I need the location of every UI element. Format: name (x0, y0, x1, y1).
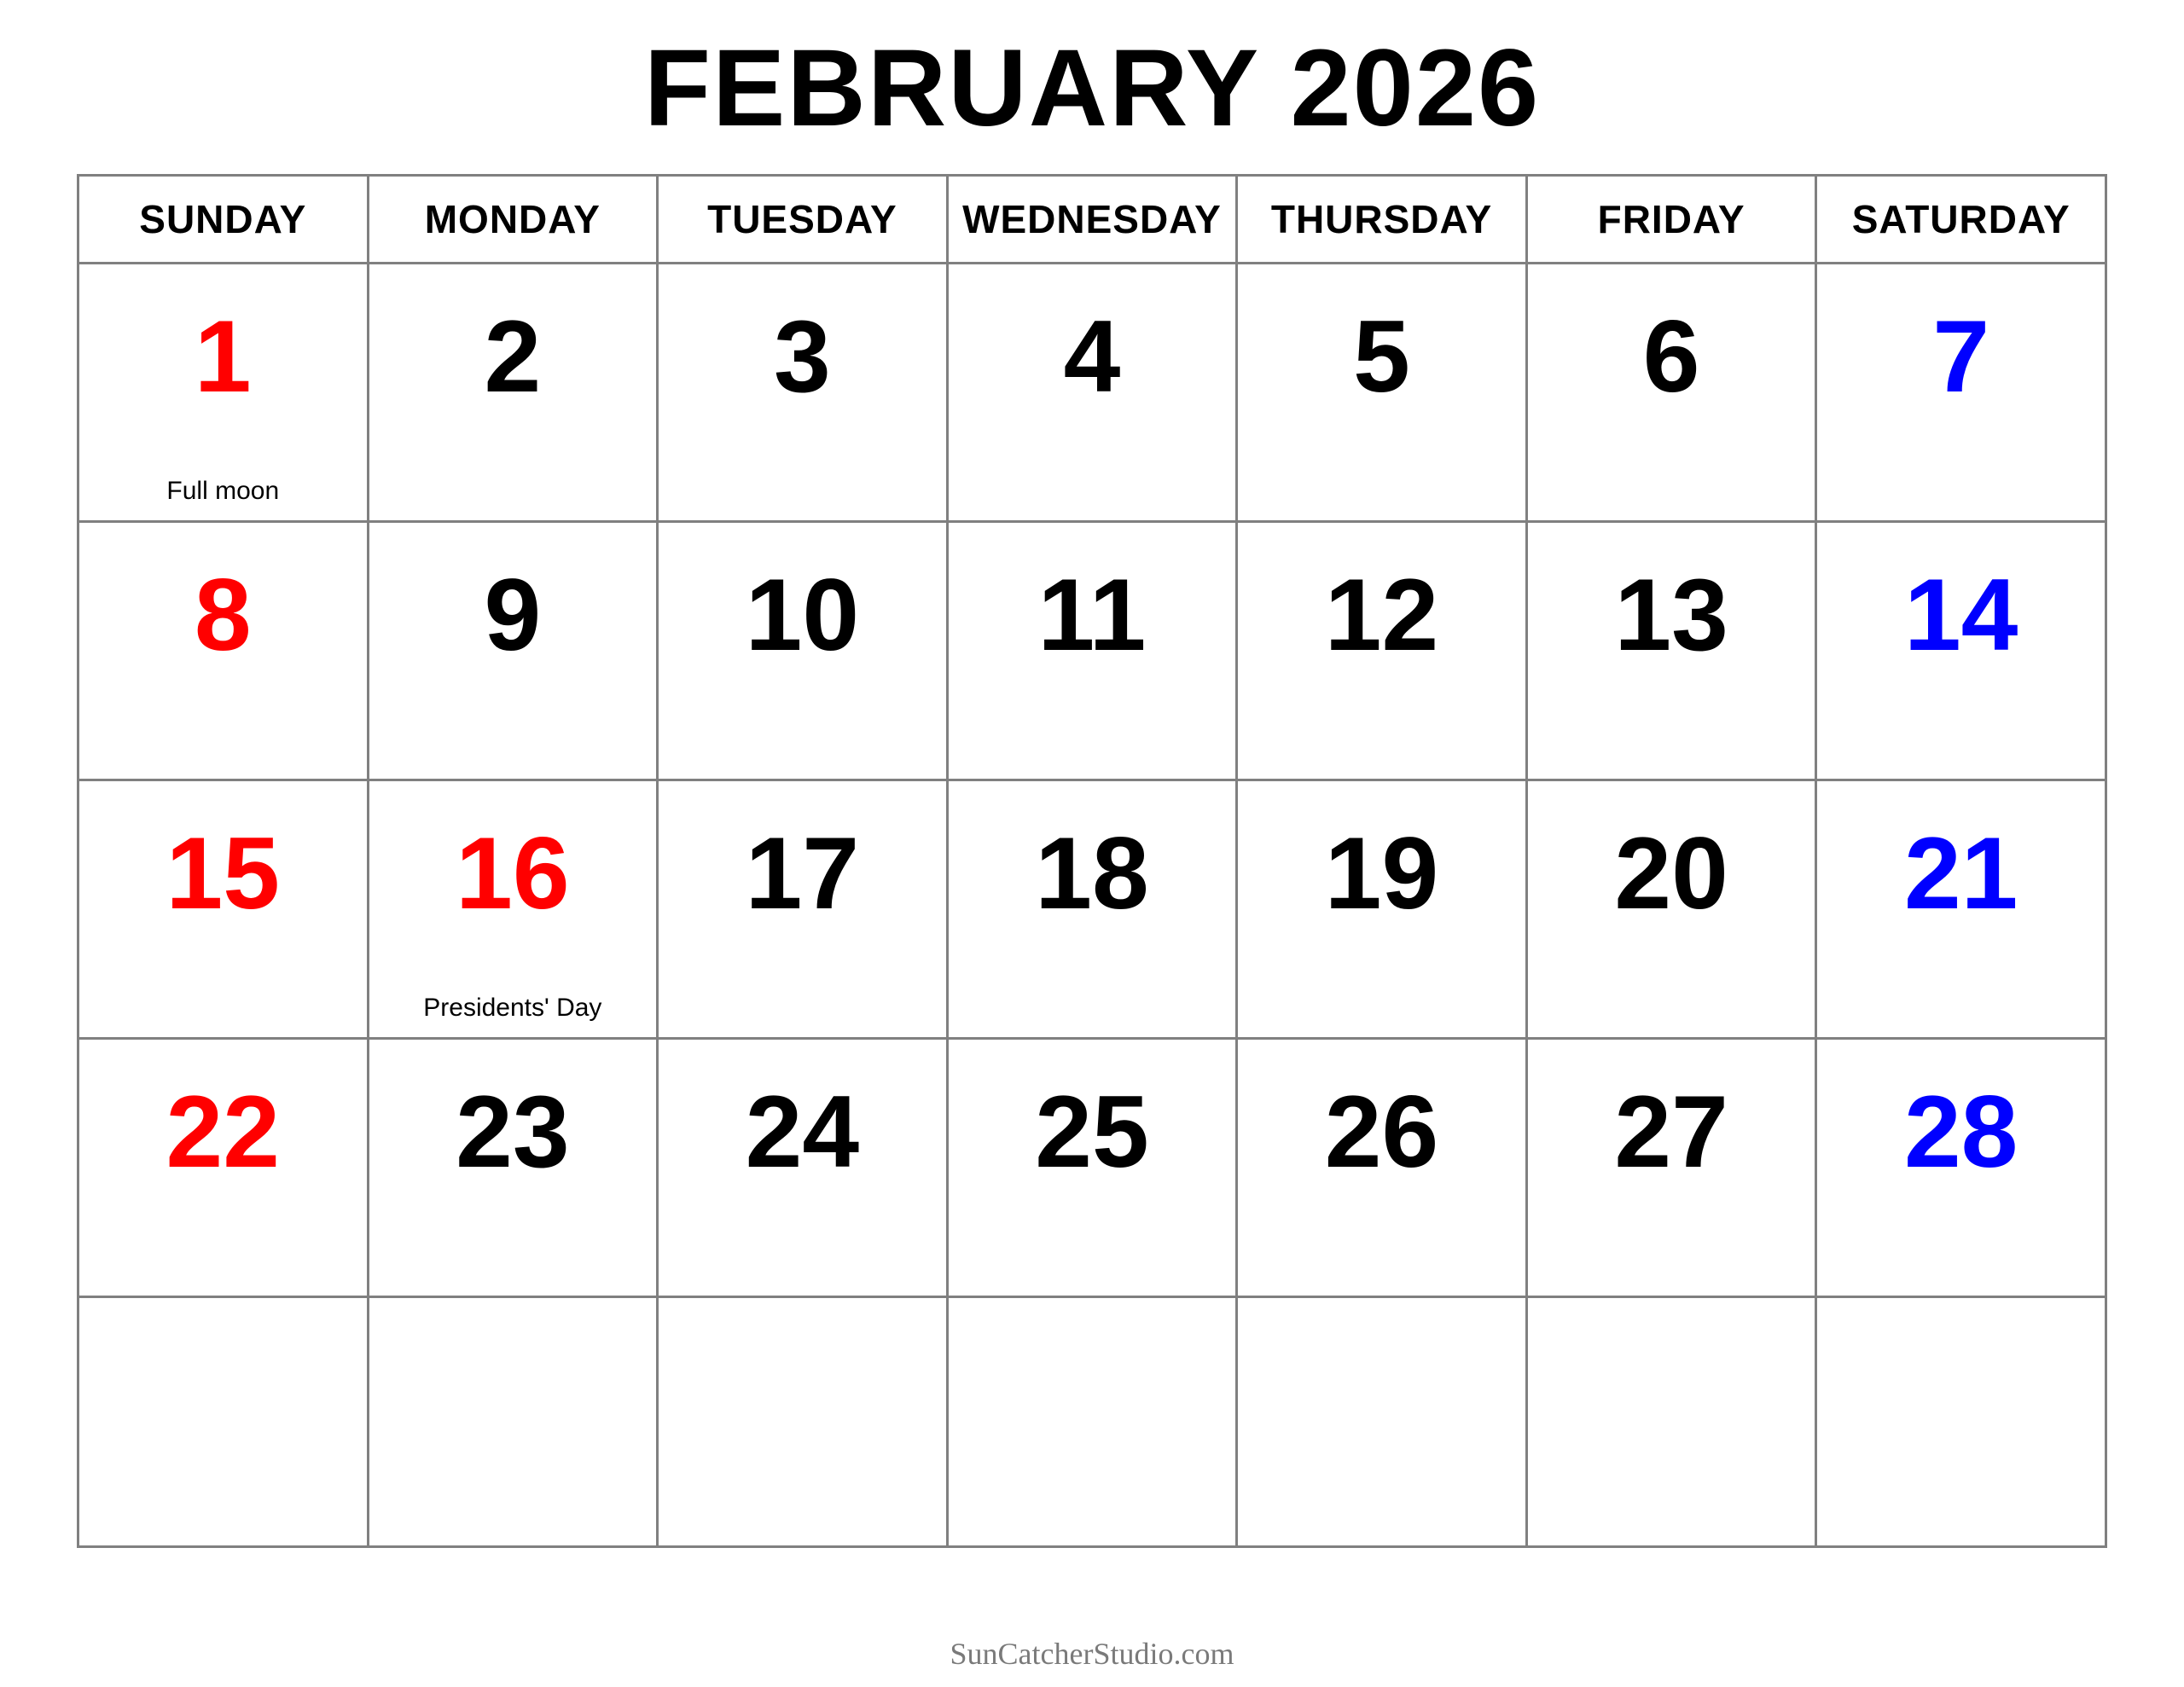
calendar-grid (77, 174, 2107, 1548)
day-cell[interactable] (1526, 780, 1816, 1039)
day-number: 6 (1642, 299, 1700, 414)
day-cell[interactable] (658, 264, 948, 522)
day-number: 23 (456, 1075, 570, 1189)
weekday-header-friday: FRIDAY (1526, 176, 1816, 264)
day-cell[interactable] (78, 1039, 369, 1297)
day-number: 12 (1324, 558, 1439, 672)
calendar-week-row (78, 1039, 2106, 1297)
calendar-week-row (78, 780, 2106, 1039)
day-cell[interactable] (368, 264, 658, 522)
day-cell[interactable] (368, 1039, 658, 1297)
day-number: 5 (1353, 299, 1410, 414)
day-number: 20 (1614, 816, 1728, 930)
day-cell[interactable] (1237, 1297, 1527, 1547)
day-cell[interactable] (1526, 264, 1816, 522)
day-number: 16 (456, 816, 570, 930)
day-cell[interactable] (1237, 780, 1527, 1039)
weekday-header-tuesday: TUESDAY (658, 176, 948, 264)
day-cell[interactable] (658, 1039, 948, 1297)
day-cell[interactable] (658, 1297, 948, 1547)
day-number (659, 1298, 946, 1339)
weekday-header-monday: MONDAY (368, 176, 658, 264)
day-number (369, 1298, 657, 1339)
day-cell[interactable] (368, 522, 658, 780)
page-title: FEBRUARY 2026 (643, 27, 1541, 149)
day-cell[interactable] (947, 264, 1237, 522)
day-cell[interactable] (947, 522, 1237, 780)
day-number: 11 (1037, 558, 1147, 672)
day-note: Presidents' Day (423, 994, 602, 1022)
day-number: 19 (1324, 816, 1439, 930)
day-cell[interactable] (947, 780, 1237, 1039)
day-number (949, 1298, 1236, 1339)
weekday-header-wednesday: WEDNESDAY (947, 176, 1237, 264)
day-cell[interactable] (1816, 522, 2106, 780)
weekday-header-thursday: THURSDAY (1237, 176, 1527, 264)
day-number: 25 (1035, 1075, 1149, 1189)
day-cell[interactable] (1237, 1039, 1527, 1297)
day-number: 18 (1035, 816, 1149, 930)
day-cell[interactable] (78, 780, 369, 1039)
day-number: 8 (194, 558, 252, 672)
day-number: 22 (166, 1075, 281, 1189)
day-cell[interactable] (78, 522, 369, 780)
day-number: 2 (484, 299, 542, 414)
day-number (1817, 1298, 2105, 1339)
day-number: 28 (1903, 1075, 2018, 1189)
day-note: Full moon (166, 477, 280, 505)
day-cell[interactable] (1526, 522, 1816, 780)
day-cell[interactable] (658, 780, 948, 1039)
day-number: 15 (166, 816, 281, 930)
day-number (1528, 1298, 1815, 1339)
day-cell[interactable] (1816, 264, 2106, 522)
day-number: 10 (745, 558, 860, 672)
day-cell[interactable] (1237, 522, 1527, 780)
day-cell[interactable] (658, 522, 948, 780)
weekday-header-row (78, 176, 2106, 264)
day-number: 27 (1614, 1075, 1728, 1189)
day-cell[interactable] (78, 1297, 369, 1547)
day-number: 13 (1614, 558, 1728, 672)
day-number (79, 1298, 367, 1339)
calendar-week-row (78, 264, 2106, 522)
day-cell[interactable] (1526, 1297, 1816, 1547)
day-cell[interactable] (78, 264, 369, 522)
day-number: 26 (1324, 1075, 1439, 1189)
day-cell[interactable] (947, 1039, 1237, 1297)
day-cell[interactable] (1816, 780, 2106, 1039)
weekday-header-sunday: SUNDAY (78, 176, 369, 264)
calendar-week-row (78, 522, 2106, 780)
day-cell[interactable] (368, 1297, 658, 1547)
calendar-week-row (78, 1297, 2106, 1547)
day-cell[interactable] (1237, 264, 1527, 522)
day-cell[interactable] (368, 780, 658, 1039)
day-number: 21 (1903, 816, 2018, 930)
day-note-wrap (79, 477, 367, 505)
day-number (1238, 1298, 1525, 1339)
day-cell[interactable] (1526, 1039, 1816, 1297)
day-cell[interactable] (1816, 1297, 2106, 1547)
day-cell[interactable] (947, 1297, 1237, 1547)
day-number: 4 (1063, 299, 1121, 414)
footer-credit: SunCatcherStudio.com (950, 1637, 1234, 1671)
day-number: 1 (194, 299, 252, 414)
day-number: 3 (774, 299, 831, 414)
day-number: 17 (745, 816, 860, 930)
day-number: 7 (1932, 299, 1990, 414)
day-cell[interactable] (1816, 1039, 2106, 1297)
day-note-wrap (369, 994, 657, 1022)
weekday-header-saturday: SATURDAY (1816, 176, 2106, 264)
day-number: 9 (484, 558, 542, 672)
day-number: 14 (1903, 558, 2018, 672)
day-number: 24 (745, 1075, 860, 1189)
